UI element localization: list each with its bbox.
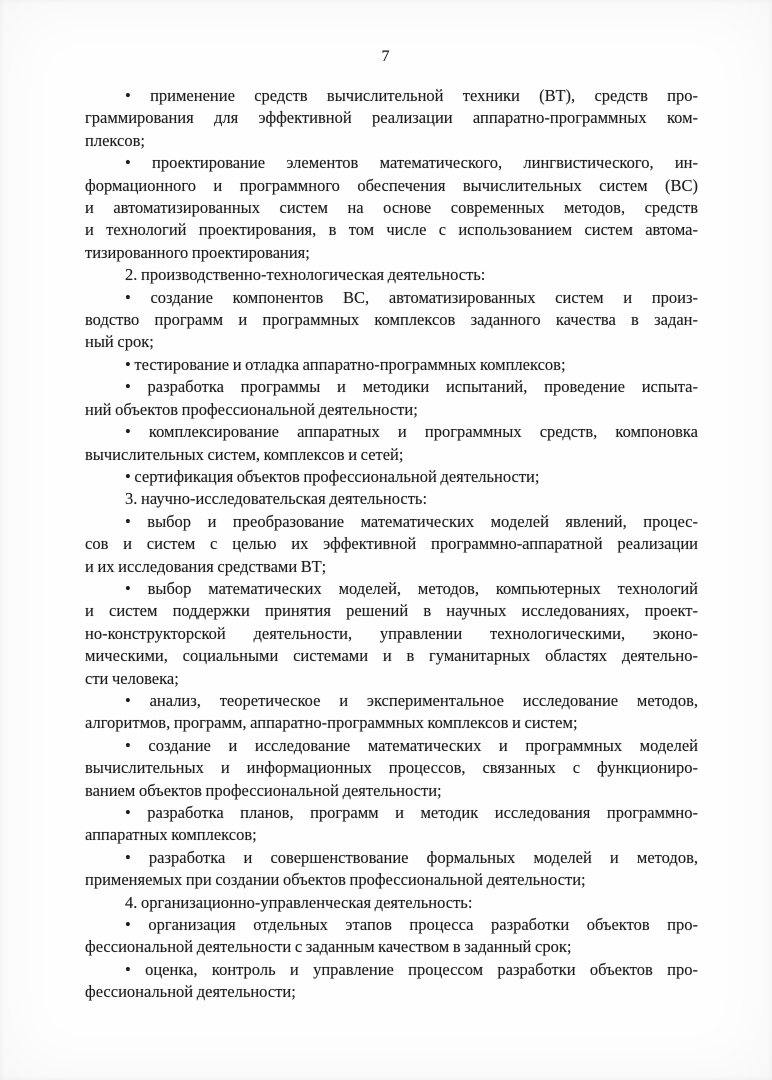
text-line: 4. организационно-управленческая деятельность:: [125, 892, 473, 912]
paragraph-numbered: [85, 264, 698, 286]
text-line: 2. производственно-технологическая деятельность:: [125, 265, 486, 285]
paragraph-numbered: [85, 892, 698, 914]
text-line: • создание компонентов ВС, автоматизированных систем и произ-: [125, 287, 698, 307]
text-line: 3. научно-исследовательская деятельность:: [125, 489, 428, 509]
paragraph-bullet: [85, 376, 698, 421]
text-line: алгоритмов, программ, аппаратно-программных комплексов и систем;: [85, 713, 578, 733]
paragraph-bullet: [85, 511, 698, 578]
paragraph-bullet: [85, 847, 698, 892]
page-number: 7: [381, 48, 391, 65]
paragraph-bullet: [85, 421, 698, 466]
text-line: • проектирование элементов математического, лингвистического, ин-: [125, 153, 698, 173]
paragraph-bullet: [85, 466, 698, 488]
text-line: • анализ, теоретическое и экспериментальное исследование методов,: [125, 690, 698, 710]
text-line: граммирования для эффективной реализации аппаратно-программных ком-: [85, 108, 698, 128]
text-line: водство программ и программных комплексов заданного качества в задан-: [85, 310, 698, 330]
text-line: ванием объектов профессиональной деятельности;: [85, 780, 442, 800]
text-line: • оценка, контроль и управление процессом разработки объектов про-: [125, 959, 698, 979]
text-line: и автоматизированных систем на основе современных методов, средств: [85, 198, 698, 218]
paragraph-bullet: [85, 959, 698, 1004]
text-line: сти человека;: [85, 668, 179, 688]
text-line: • разработка программы и методики испытаний, проведение испыта-: [125, 377, 698, 397]
text-line: фессиональной деятельности;: [85, 982, 296, 1002]
text-line: ний объектов профессиональной деятельности;: [85, 399, 418, 419]
paragraph-bullet: [85, 578, 698, 690]
text-line: вычислительных и информационных процессов, связанных с функциониро-: [85, 758, 698, 778]
text-line: • разработка планов, программ и методик исследования программно-: [125, 803, 698, 822]
text-line: • организация отдельных этапов процесса разработки объектов про-: [125, 915, 698, 935]
paragraph-bullet: [85, 690, 698, 735]
text-line: плексов;: [85, 130, 145, 150]
text-line: • выбор и преобразование математических моделей явлений, процес-: [125, 511, 698, 531]
text-line: и их исследования средствами ВТ;: [85, 556, 327, 576]
paragraph-bullet: [85, 287, 698, 354]
text-line: ный срок;: [85, 332, 154, 352]
text-line: формационного и программного обеспечения вычислительных систем (ВС): [85, 175, 698, 195]
text-line: • сертификация объектов профессиональной деятельности;: [125, 466, 540, 486]
text-line: мическими, социальными системами и в гуманитарных областях деятельно-: [85, 646, 698, 666]
text-line: тизированного проектирования;: [85, 242, 310, 262]
text-line: • комплексирование аппаратных и программных средств, компоновка: [125, 422, 698, 442]
text-line: аппаратных комплексов;: [85, 825, 257, 845]
text-line: но-конструкторской деятельности, управлении технологическими, эконо-: [85, 623, 698, 643]
text-line: фессиональной деятельности с заданным качеством в заданный срок;: [85, 937, 572, 957]
text-line: • тестирование и отладка аппаратно-программных комплексов;: [125, 354, 566, 374]
text-block: [85, 85, 698, 1004]
text-line: применяемых при создании объектов профессиональной деятельности;: [85, 870, 586, 890]
paragraph-bullet: [85, 914, 698, 959]
paragraph-bullet: [85, 152, 698, 264]
text-line: вычислительных систем, комплексов и сетей;: [85, 444, 404, 464]
paragraph-bullet: [85, 802, 698, 847]
text-line: • разработка и совершенствование формальных моделей и методов,: [125, 847, 698, 867]
text-line: и систем поддержки принятия решений в научных исследованиях, проект-: [85, 601, 698, 621]
paragraph-bullet: [85, 735, 698, 802]
paragraph-numbered: [85, 488, 698, 510]
text-line: • создание и исследование математических и программных моделей: [125, 735, 698, 755]
text-line: • выбор математических моделей, методов, компьютерных технологий: [125, 578, 698, 598]
paragraph-bullet: [85, 354, 698, 376]
text-line: • применение средств вычислительной техники (ВТ), средств про-: [125, 86, 698, 105]
paragraph-bullet: [85, 85, 698, 152]
text-line: и технологий проектирования, в том числе с использованием систем автома-: [85, 220, 698, 240]
text-line: сов и систем с целью их эффективной программно-аппаратной реализации: [85, 534, 698, 554]
